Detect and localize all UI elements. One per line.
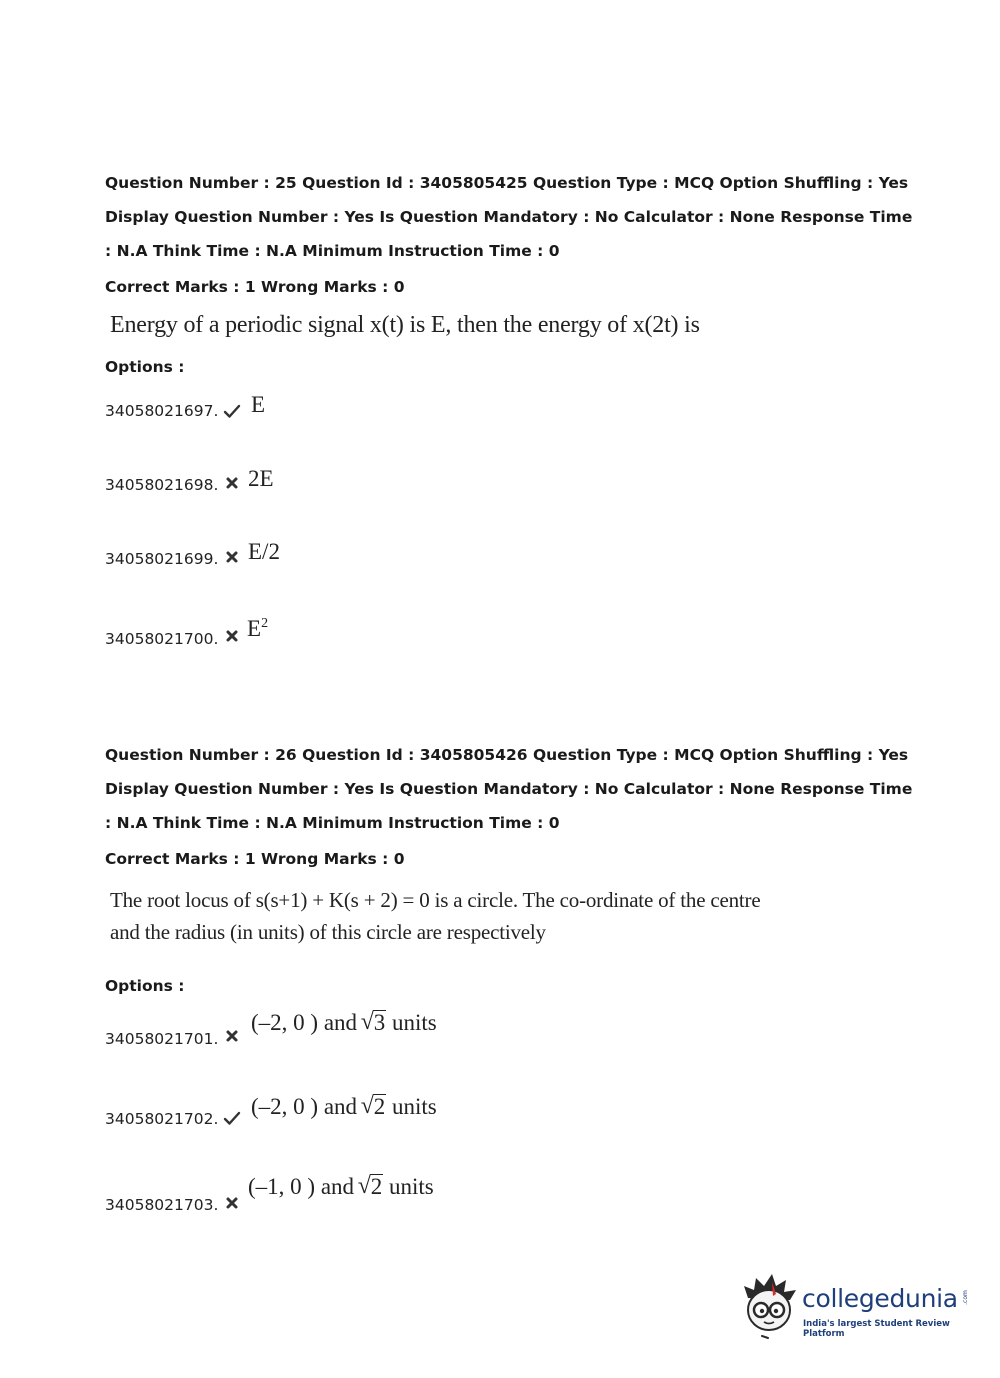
cross-icon: [223, 549, 241, 565]
question-25: [105, 166, 925, 648]
option-id: 34058021697.: [105, 402, 219, 420]
option-text-post: units: [386, 1094, 437, 1119]
cross-icon: [223, 1028, 241, 1044]
option-text: [248, 1174, 434, 1200]
question-meta-line: Question Number : 25 Question Id : 3405805425 Question Type : MCQ Option Shuffling : Yes: [105, 174, 909, 192]
cross-icon: [223, 1195, 241, 1211]
check-icon: [223, 403, 241, 419]
question-stem: [110, 884, 760, 948]
option-text-base: E: [247, 616, 262, 641]
marks-line: Correct Marks : 1 Wrong Marks : 0: [105, 850, 405, 868]
option-text: E: [251, 392, 266, 417]
options-label: Options :: [105, 358, 185, 376]
option-text: [251, 1094, 437, 1120]
question-26: [105, 738, 925, 1214]
option-text-pre: (–2, 0 ) and: [251, 1010, 363, 1035]
sqrt-symbol: √ 2: [360, 1093, 386, 1119]
collegedunia-logo: [742, 1272, 972, 1342]
option-superscript: 2: [261, 616, 269, 631]
mascot-icon: [742, 1272, 800, 1342]
sqrt-symbol: √ 3: [360, 1009, 386, 1035]
option-text-post: units: [383, 1174, 434, 1199]
option-text-post: units: [386, 1010, 437, 1035]
option-id: 34058021703.: [105, 1196, 219, 1214]
option-id: 34058021700.: [105, 630, 219, 648]
question-stem-line: and the radius (in units) of this circle are respectively: [110, 920, 546, 944]
cross-icon: [223, 475, 241, 491]
sqrt-radicand: 2: [370, 1174, 383, 1199]
question-meta-line: : N.A Think Time : N.A Minimum Instruction Time : 0: [105, 242, 560, 260]
option-text-pre: (–2, 0 ) and: [251, 1094, 363, 1119]
options-label: Options :: [105, 977, 185, 995]
logo-name: collegedunia: [802, 1284, 958, 1313]
cross-icon: [223, 628, 241, 644]
sqrt-radicand: 3: [373, 1010, 386, 1035]
option-id: 34058021702.: [105, 1110, 219, 1128]
option-text: 2E: [248, 466, 274, 491]
option-text: E/2: [248, 539, 280, 564]
question-stem: Energy of a periodic signal x(t) is E, then the energy of x(2t) is: [110, 312, 700, 338]
sqrt-symbol: √ 2: [357, 1173, 383, 1199]
sqrt-radicand: 2: [373, 1094, 386, 1119]
logo-suffix: .com: [961, 1290, 969, 1305]
question-meta-line: Question Number : 26 Question Id : 3405805426 Question Type : MCQ Option Shuffling : Yes: [105, 746, 909, 764]
question-stem-line: The root locus of s(s+1) + K(s + 2) = 0 is a circle. The co-ordinate of the centre: [110, 888, 761, 912]
logo-tagline: India's largest Student Review Platform: [803, 1319, 950, 1339]
question-meta-line: : N.A Think Time : N.A Minimum Instruction Time : 0: [105, 814, 560, 832]
option-id: 34058021698.: [105, 476, 219, 494]
check-icon: [223, 1110, 241, 1126]
option-text-pre: (–1, 0 ) and: [248, 1174, 360, 1199]
option-text: [247, 616, 268, 642]
option-id: 34058021699.: [105, 550, 219, 568]
marks-line: Correct Marks : 1 Wrong Marks : 0: [105, 278, 405, 296]
question-meta-line: Display Question Number : Yes Is Question Mandatory : No Calculator : None Response Time: [105, 208, 913, 226]
option-id: 34058021701.: [105, 1030, 219, 1048]
question-meta-line: Display Question Number : Yes Is Question Mandatory : No Calculator : None Response Time: [105, 780, 913, 798]
option-text: [251, 1010, 437, 1036]
